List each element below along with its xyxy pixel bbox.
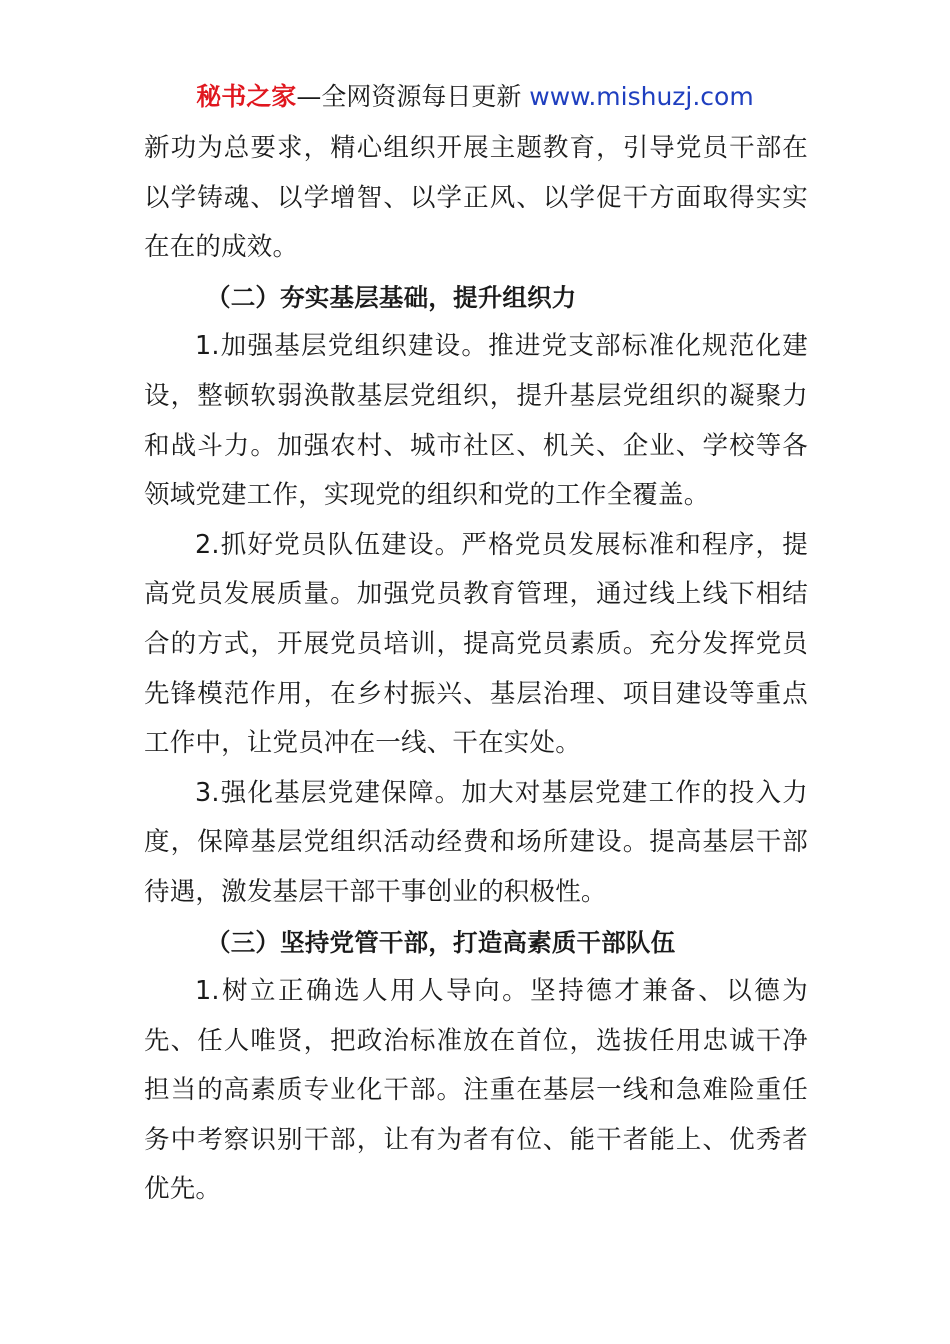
site-header	[0, 80, 950, 114]
paragraph-item: 1.加强基层党组织建设。推进党支部标准化规范化建设，整顿软弱涣散基层党组织，提升基层党组织的凝聚力和战斗力。加强农村、城市社区、机关、企业、学校等各领域党建工作，实现党的组织和党的工作全覆盖。	[144, 331, 808, 511]
site-url-link[interactable]: www.mishuzj.com	[529, 82, 754, 111]
section-heading-2: （二）夯实基层基础，提升组织力	[206, 282, 577, 312]
site-brand: 秘书之家	[196, 82, 297, 111]
site-tagline: —全网资源每日更新	[296, 82, 522, 111]
paragraph-item: 1.树立正确选人用人导向。坚持德才兼备、以德为先、任人唯贤，把政治标准放在首位，选拔任用忠诚干净担当的高素质专业化干部。注重在基层一线和急难险重任务中考察识别干部，让有为者有位、能干者能上、优秀者优先。	[144, 976, 808, 1205]
document-body	[144, 124, 808, 1215]
paragraph-item: 2.抓好党员队伍建设。严格党员发展标准和程序，提高党员发展质量。加强党员教育管理，通过线上线下相结合的方式，开展党员培训，提高党员素质。充分发挥党员先锋模范作用，在乡村振兴、基层治理、项目建设等重点工作中，让党员冲在一线、干在实处。	[144, 529, 808, 759]
paragraph-item: 3.强化基层党建保障。加大对基层党建工作的投入力度，保障基层党组织活动经费和场所建设。提高基层干部待遇，激发基层干部干事创业的积极性。	[144, 777, 808, 907]
paragraph-continuation: 新功为总要求，精心组织开展主题教育，引导党员干部在以学铸魂、以学增智、以学正风、以学促干方面取得实实在在的成效。	[144, 133, 808, 263]
section-heading-3: （三）坚持党管干部，打造高素质干部队伍	[206, 927, 676, 957]
